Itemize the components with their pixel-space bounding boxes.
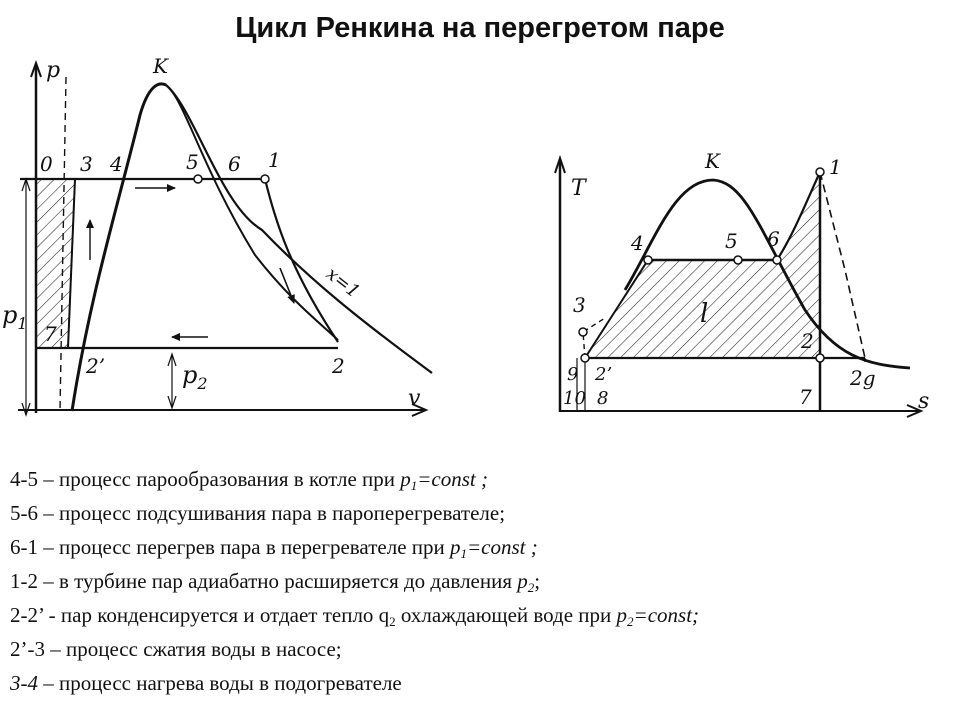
ts-point-3 bbox=[579, 328, 587, 336]
pv-label-3: 3 bbox=[80, 152, 93, 176]
ts-point-6 bbox=[773, 256, 781, 264]
pv-label-2prime: 2’ bbox=[86, 354, 106, 378]
process-line-6-1: 6-1 – процесс перегрев пара в перегревателе при $p_1=const$ ; bbox=[10, 535, 538, 561]
ts-point-2 bbox=[816, 354, 824, 362]
pv-adiabat bbox=[265, 179, 338, 342]
pv-critical-label: K bbox=[153, 55, 168, 78]
process-line-2prime-3: 2’-3 – процесс сжатия воды в насосе; bbox=[10, 637, 342, 661]
pv-vapor-line bbox=[166, 85, 432, 373]
ts-label-3: 3 bbox=[573, 293, 586, 317]
ts-label-5: 5 bbox=[725, 229, 738, 253]
pv-x1-label: x=1 bbox=[321, 263, 364, 303]
process-list bbox=[10, 462, 699, 700]
ts-axis-s-label: s bbox=[918, 389, 930, 414]
ts-label-1: 1 bbox=[829, 155, 842, 179]
pv-label-1: 1 bbox=[268, 148, 281, 172]
ts-label-2: 2 bbox=[801, 329, 814, 353]
ts-label-10: 10 bbox=[563, 388, 586, 409]
ts-point-1 bbox=[816, 168, 824, 176]
pv-point-5 bbox=[194, 175, 202, 183]
pv-axis-v-label: v bbox=[408, 386, 421, 411]
ts-point-9 bbox=[581, 354, 589, 362]
pv-label-0: 0 bbox=[40, 152, 53, 176]
pv-label-2: 2 bbox=[332, 354, 345, 378]
process-line-1-2: 1-2 – в турбине пар адиабатно расширяется до давления $p_2$; bbox=[10, 569, 541, 595]
pv-diagram bbox=[0, 55, 445, 425]
ts-diagram bbox=[545, 140, 940, 430]
process-line-5-6: 5-6 – процесс подсушивания пара в пароперегревателе; bbox=[10, 501, 506, 525]
ts-label-6: 6 bbox=[767, 227, 780, 251]
pv-p2-label: $p_2$ bbox=[182, 361, 208, 393]
pv-label-7: 7 bbox=[44, 322, 57, 346]
process-line-4-5: 4-5 – процесс парообразования в котле при $p_1=const$ ; bbox=[10, 467, 488, 493]
ts-label-2g: 2g bbox=[850, 366, 876, 390]
ts-hatched-area bbox=[585, 175, 820, 358]
ts-point-5 bbox=[734, 256, 742, 264]
page-title: Цикл Ренкина на перегретом паре bbox=[235, 12, 725, 44]
ts-label-8: 8 bbox=[597, 388, 609, 409]
ts-label-9: 9 bbox=[567, 364, 579, 385]
process-line-3-4: 3-4 – процесс нагрева воды в подогревателе bbox=[10, 671, 402, 695]
ts-label-2prime: 2’ bbox=[595, 364, 613, 385]
pv-label-5: 5 bbox=[186, 150, 199, 174]
ts-area-label: l bbox=[700, 299, 709, 329]
ts-label-7: 7 bbox=[799, 385, 812, 409]
pv-label-6: 6 bbox=[228, 152, 241, 176]
ts-point-4 bbox=[644, 256, 652, 264]
pv-label-4: 4 bbox=[110, 152, 123, 176]
process-line-2-2prime: 2-2’ - пар конденсируется и отдает тепло $q_2$ охлаждающей воде при $p_2=const$; bbox=[10, 603, 700, 629]
pv-point-1 bbox=[261, 175, 269, 183]
ts-critical-label: K bbox=[705, 149, 720, 173]
ts-axis-t-label: T bbox=[571, 176, 586, 201]
pv-axis-p-label: p bbox=[46, 58, 61, 83]
pv-p1-label: $p_1$ bbox=[2, 301, 28, 333]
ts-label-4: 4 bbox=[631, 231, 644, 255]
